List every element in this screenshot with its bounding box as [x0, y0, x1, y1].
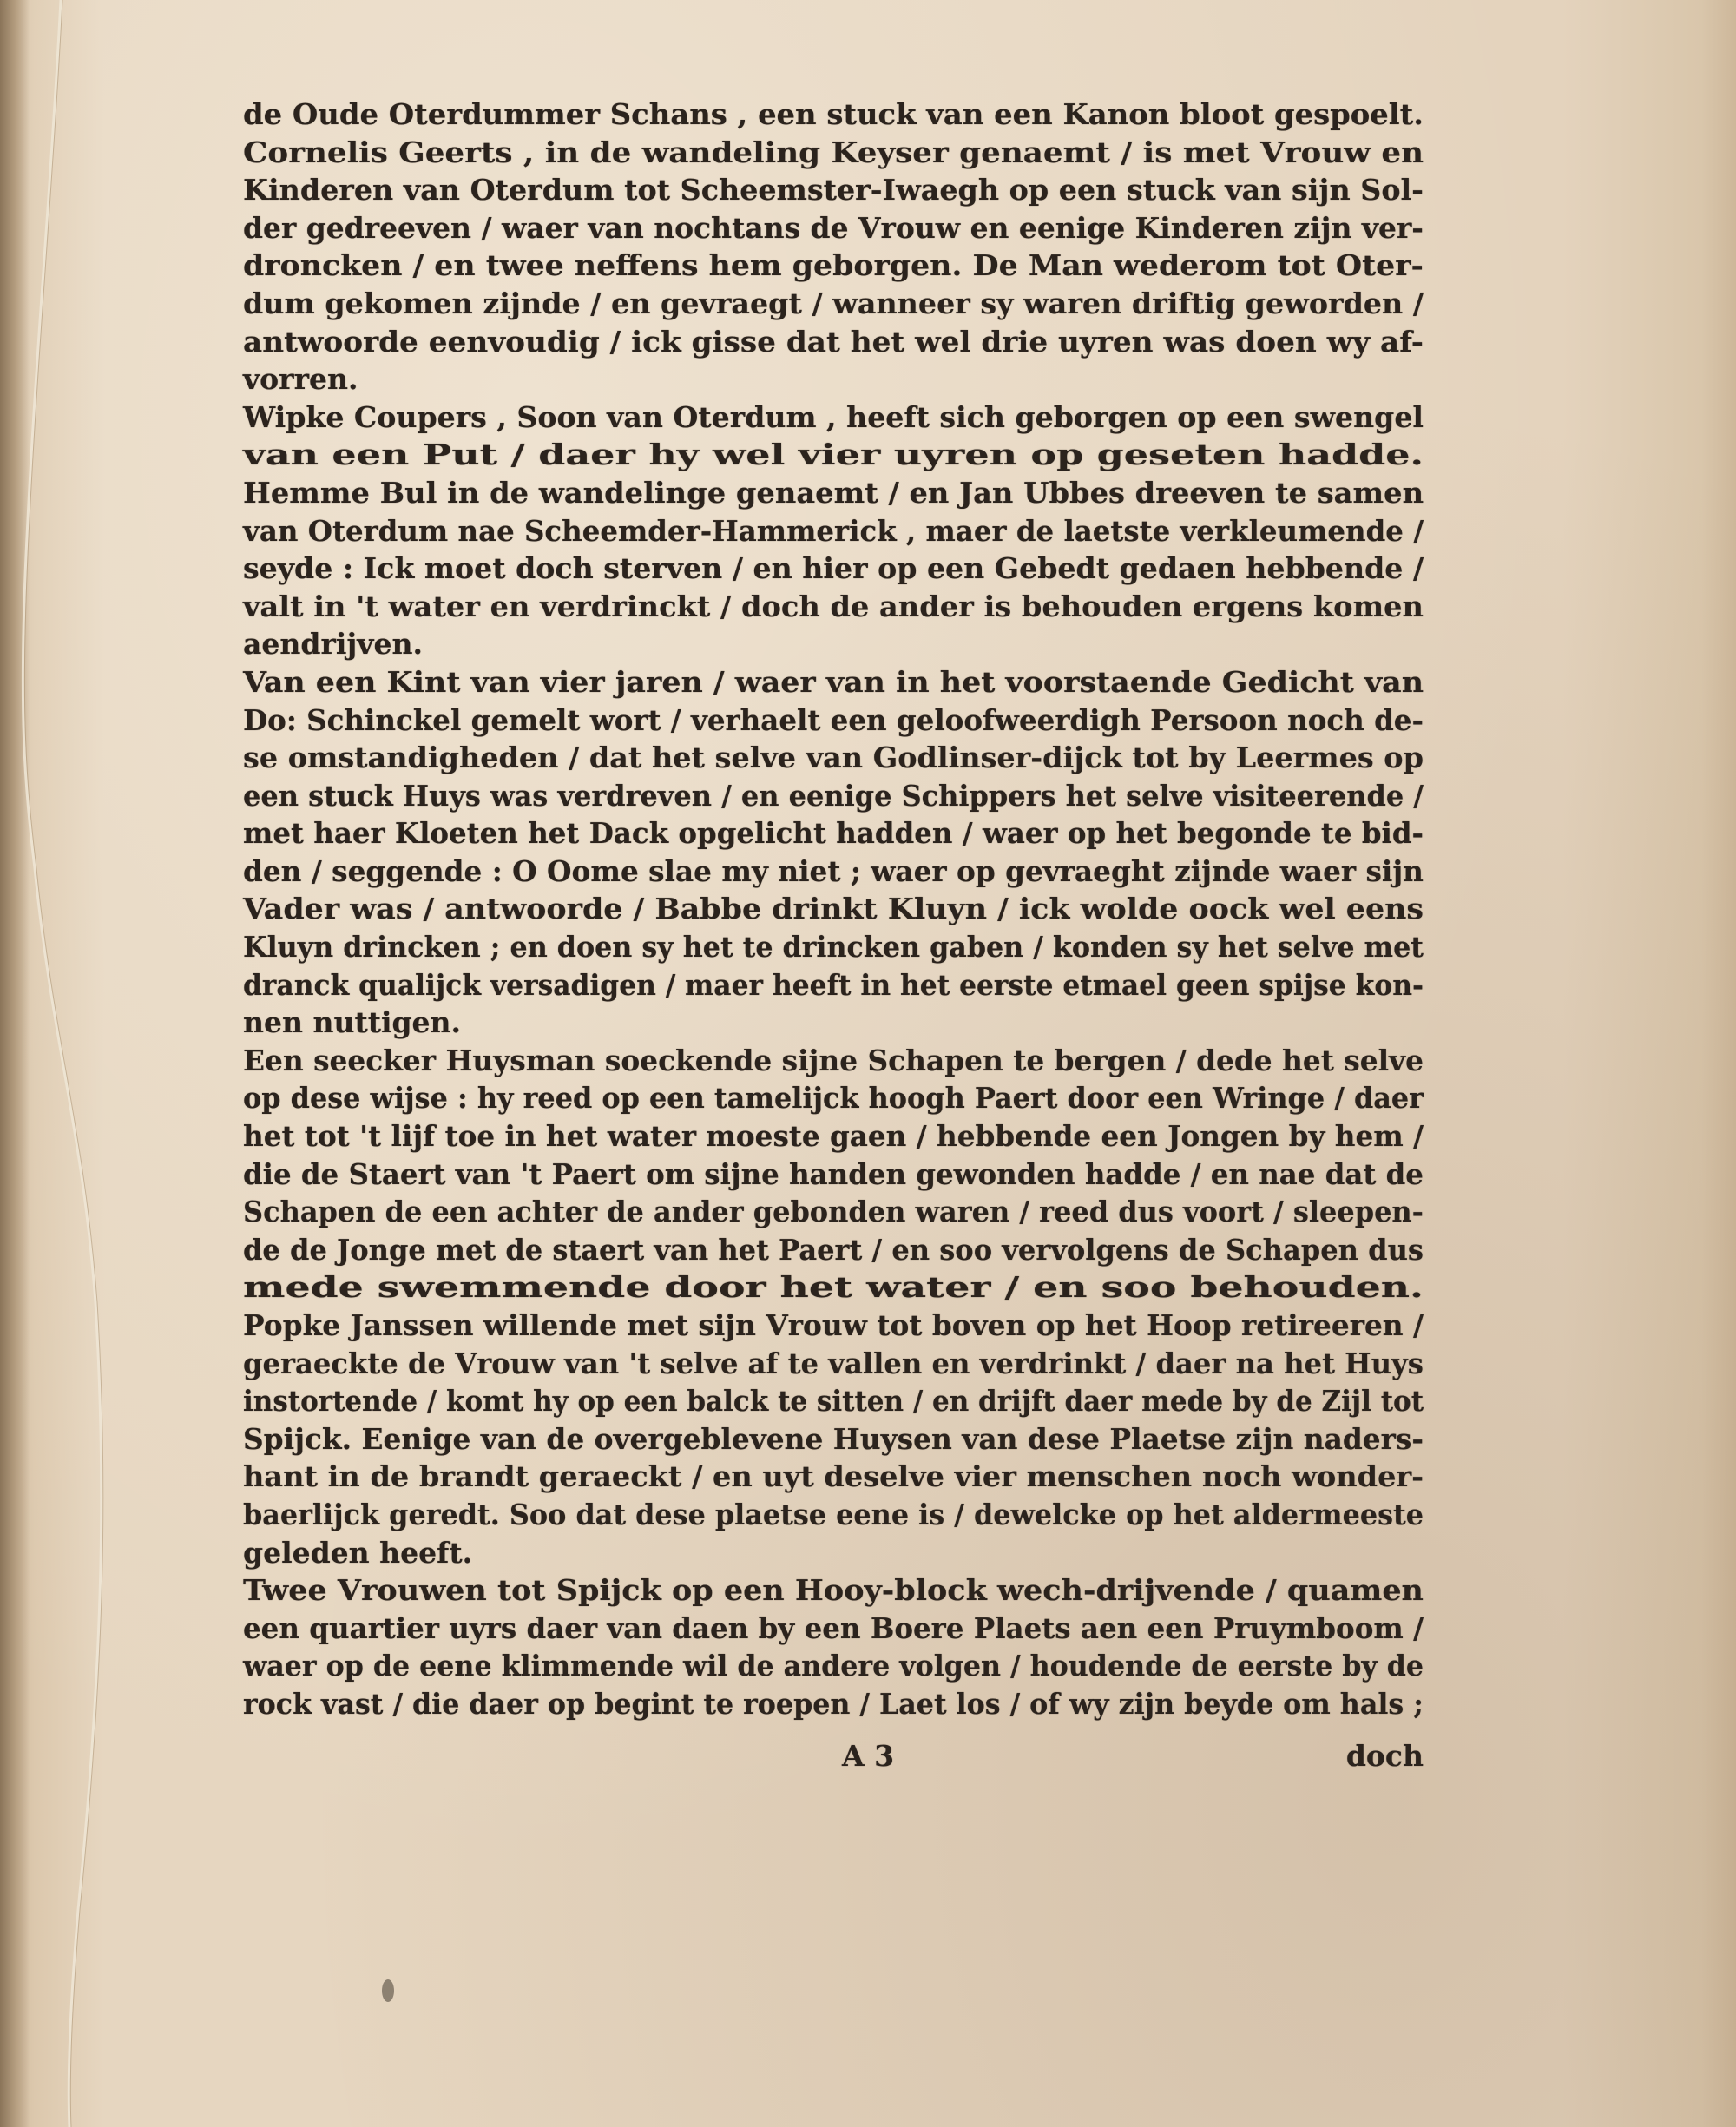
text-line-content: Wipke Coupers , Soon van Oterdum , heeft sich geborgen op een swengel [243, 399, 1424, 434]
text-line [243, 1647, 1424, 1685]
text-line-content: se omstandigheden / dat het selve van Godlinser-dijck tot by Leermes op [243, 741, 1424, 775]
text-line [243, 474, 1424, 512]
text-line-content: geleden heeft. [243, 1535, 473, 1570]
text-line-content: hant in de brandt geraeckt / en uyt deselve vier menschen noch wonder- [243, 1459, 1424, 1494]
text-line-content: Schapen de een achter de ander gebonden waren / reed dus voort / sleepen- [243, 1195, 1424, 1229]
text-line-content: Van een Kint van vier jaren / waer van in het voorstaende Gedicht van [243, 664, 1424, 699]
text-line-content: Spijck. Eenige van de overgeblevene Huysen van dese Plaetse zijn naders- [243, 1421, 1424, 1456]
text-line [243, 1534, 1424, 1572]
body-text [243, 95, 1424, 1723]
text-line-content: het tot 't lijf toe in het water moeste gaen / hebbende een Jongen by hem / [243, 1119, 1424, 1154]
text-line [243, 701, 1424, 740]
text-line-content: de Oude Oterdummer Schans , een stuck van een Kanon bloot gespoelt. [243, 97, 1424, 131]
text-line [243, 625, 1424, 663]
text-line [243, 1420, 1424, 1459]
text-line [243, 853, 1424, 891]
catchword: doch [1345, 1739, 1424, 1773]
text-line [243, 814, 1424, 853]
text-line-content: van een Put / daer hy wel vier uyren op geseten hadde. [243, 438, 1424, 472]
text-line [243, 928, 1424, 966]
text-line-content: op dese wijse : hy reed op een tamelijck hoogh Paert door een Wringe / daer [243, 1081, 1424, 1116]
text-line [243, 398, 1424, 437]
text-line [243, 436, 1424, 474]
text-line [243, 777, 1424, 815]
text-line-content: valt in 't water en verdrinckt / doch de ander is behouden ergens komen [243, 589, 1424, 623]
text-line [243, 95, 1424, 134]
text-line-content: van Oterdum nae Scheemder-Hammerick , maer de laetste verkleumende / [243, 513, 1424, 548]
text-line-content: Een seecker Huysman soeckende sijne Schapen te bergen / dede het selve [243, 1043, 1424, 1077]
text-line [243, 1268, 1424, 1307]
text-line-content: mede swemmende door het water / en soo behouden. [243, 1270, 1424, 1305]
text-line [243, 209, 1424, 247]
text-line-content: instortende / komt hy op een balck te sitten / en drijft daer mede by de Zijl tot [243, 1384, 1424, 1419]
text-line [243, 1610, 1424, 1648]
text-line-content: met haer Kloeten het Dack opgelicht hadden / waer op het begonde te bid- [243, 816, 1424, 851]
text-line [243, 1117, 1424, 1156]
text-line-content: der gedreeven / waer van nochtans de Vrouw en eenige Kinderen zijn ver- [243, 210, 1424, 245]
text-line-content: waer op de eene klimmende wil de andere volgen / houdende de eerste by de [243, 1649, 1424, 1683]
text-line-content: Cornelis Geerts , in de wandeling Keyser genaemt / is met Vrouw en [243, 135, 1424, 169]
text-line [243, 1042, 1424, 1080]
signature-mark: A 3 [842, 1739, 895, 1773]
text-line [243, 247, 1424, 285]
text-line-content: Hemme Bul in de wandelinge genaemt / en Jan Ubbes dreeven te samen [243, 475, 1424, 510]
text-line [243, 663, 1424, 701]
text-line [243, 1496, 1424, 1534]
text-line-content: Twee Vrouwen tot Spijck op een Hooy-block wech-drijvende / quamen [243, 1573, 1424, 1608]
text-line-content: nen nuttigen. [243, 1005, 462, 1040]
text-line [243, 1345, 1424, 1383]
text-line-content: dum gekomen zijnde / en gevraegt / wanneer sy waren driftig geworden / [243, 286, 1424, 320]
text-line [243, 134, 1424, 172]
text-line [243, 890, 1424, 928]
text-line [243, 1156, 1424, 1194]
binding-thread [0, 0, 139, 2127]
text-line [243, 1458, 1424, 1496]
text-line [243, 1571, 1424, 1610]
text-line-content: baerlijck geredt. Soo dat dese plaetse eene is / dewelcke op het aldermeeste [243, 1497, 1424, 1531]
text-line-content: een quartier uyrs daer van daen by een Boere Plaets aen een Pruymboom / [243, 1610, 1424, 1645]
text-line [243, 1193, 1424, 1231]
text-line [243, 966, 1424, 1004]
text-line-content: Kinderen van Oterdum tot Scheemster-Iwaegh op een stuck van sijn Sol- [243, 173, 1424, 207]
text-line-content: Do: Schinckel gemelt wort / verhaelt een geloofweerdigh Persoon noch de- [243, 702, 1424, 737]
text-line-content: die de Staert van 't Paert om sijne handen gewonden hadde / en nae dat de [243, 1156, 1424, 1191]
text-line-content: rock vast / die daer op begint te roepen / Laet los / of wy zijn beyde om hals ; [243, 1686, 1424, 1721]
text-line [243, 588, 1424, 626]
text-line [243, 1307, 1424, 1345]
text-line-content: aendrijven. [243, 627, 423, 662]
text-line [243, 360, 1424, 398]
text-line [243, 171, 1424, 209]
text-line-content: de de Jonge met de staert van het Paert / en soo vervolgens de Schapen dus [243, 1232, 1424, 1267]
text-line [243, 323, 1424, 361]
text-line-content: den / seggende : O Oome slae my niet ; waer op gevraeght zijnde waer sijn [243, 853, 1424, 888]
text-line-content: droncken / en twee neffens hem geborgen. De Man wederom tot Oter- [243, 248, 1424, 283]
text-line [243, 1382, 1424, 1420]
text-line [243, 1004, 1424, 1042]
text-line [243, 550, 1424, 588]
text-line [243, 1079, 1424, 1117]
text-line-content: een stuck Huys was verdreven / en eenige Schippers het selve visiteerende / [243, 778, 1424, 813]
text-line [243, 512, 1424, 550]
text-line [243, 285, 1424, 323]
text-line-content: Kluyn drincken ; en doen sy het te drincken gaben / konden sy het selve met [243, 930, 1424, 965]
text-line-content: geraeckte de Vrouw van 't selve af te vallen en verdrinkt / daer na het Huys [243, 1346, 1424, 1380]
text-line [243, 1231, 1424, 1269]
text-line [243, 739, 1424, 777]
text-line [243, 1685, 1424, 1723]
text-line-content: Vader was / antwoorde / Babbe drinkt Kluyn / ick wolde oock wel eens [243, 892, 1424, 926]
text-line-content: dranck qualijck versadigen / maer heeft in het eerste etmael geen spijse kon- [243, 967, 1424, 1002]
text-line-content: seyde : Ick moet doch sterven / en hier op een Gebedt gedaen hebbende / [243, 551, 1424, 586]
page-footer [243, 1736, 1424, 1776]
paper-stain [382, 1979, 394, 2002]
text-line-content: Popke Janssen willende met sijn Vrouw tot boven op het Hoop retireeren / [243, 1308, 1424, 1342]
text-line-content: antwoorde eenvoudig / ick gisse dat het wel drie uyren was doen wy af- [243, 324, 1424, 359]
text-line-content: vorren. [243, 362, 358, 397]
